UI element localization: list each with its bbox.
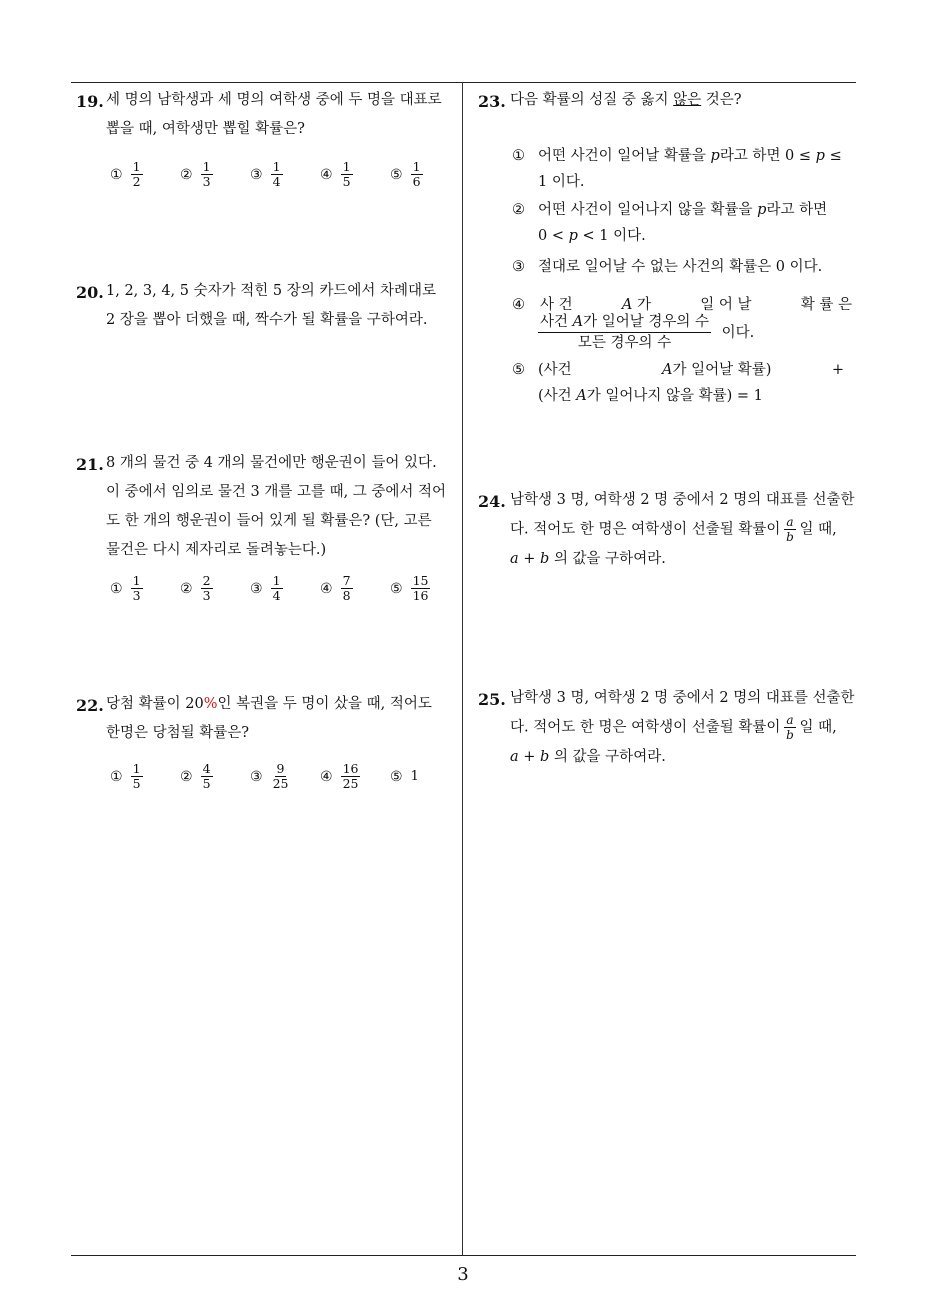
question-text: 8 개의 물건 중 4 개의 물건에만 행운권이 들어 있다. 이 중에서 임의로 물건 3 개를 고를 때, 그 중에서 적어 도 한 개의 행운권이 들어 있게 될 확률은? (단, 고른 물건은 다시 제자리로 돌려놓는다.) <box>106 455 447 558</box>
page-number: 3 <box>457 1264 469 1285</box>
choice-5[interactable]: ⑤ $\frac{15}{16}$ <box>390 573 429 603</box>
choice-1[interactable]: ① $\frac{1}{5}$ <box>110 761 141 791</box>
probability-fraction: $\frac{\text{사건 A가 일어날 경우의 수}}{\text{모든 경우의 수}}$ <box>540 314 709 351</box>
choice-2[interactable]: ② $\frac{4}{5}$ <box>180 761 211 791</box>
choice-4[interactable]: ④ $\frac{16}{25}$ <box>320 761 359 791</box>
question-number: 24. <box>478 492 506 511</box>
answer-choices-22 <box>110 762 460 791</box>
percent-sign: % <box>203 696 218 712</box>
question-number: 20. <box>76 283 104 302</box>
question-text: 남학생 3 명, 여학생 2 명 중에서 2 명의 대표를 선출한 다. 적어도 한 명은 여학생이 선출될 확률이 $\frac{a}{b}$ 일 때, a + b 의 값을 구하여라. <box>510 492 855 567</box>
question-text: 남학생 3 명, 여학생 2 명 중에서 2 명의 대표를 선출한 다. 적어도 한 명은 여학생이 선출될 확률이 $\frac{a}{b}$ 일 때, a + b 의 값을 구하여라. <box>510 690 855 765</box>
top-rule <box>71 82 856 83</box>
choice-2[interactable]: ② $\frac{2}{3}$ <box>180 573 211 603</box>
choice-3[interactable]: ③ $\frac{1}{4}$ <box>250 573 281 603</box>
emphasis-not: 않은 <box>673 92 702 108</box>
question-number: 21. <box>76 455 104 474</box>
question-number: 22. <box>76 696 104 715</box>
choice-5[interactable]: ⑤ 1 <box>390 768 419 785</box>
question-number: 25. <box>478 690 506 709</box>
answer-choices-21 <box>110 574 460 603</box>
question-text: 세 명의 남학생과 세 명의 여학생 중에 두 명을 대표로 뽑을 때, 여학생만 뽑힐 확률은? <box>106 92 442 137</box>
choice-3[interactable]: ③ $\frac{1}{4}$ <box>250 159 281 189</box>
question-text: 다음 확률의 성질 중 옳지 않은 것은? <box>510 92 742 108</box>
choice-1[interactable]: ① $\frac{1}{2}$ <box>110 159 141 189</box>
choice-3[interactable]: ③ $\frac{9}{25}$ <box>250 761 289 791</box>
choice-5[interactable]: ⑤ $\frac{1}{6}$ <box>390 159 421 189</box>
choice-1[interactable]: ① $\frac{1}{3}$ <box>110 573 141 603</box>
question-text: 1, 2, 3, 4, 5 숫자가 적힌 5 장의 카드에서 차례대로 2 장을 뽑아 더했을 때, 짝수가 될 확률을 구하여라. <box>106 283 436 328</box>
column-divider <box>462 82 463 1256</box>
answer-choices-19 <box>110 160 460 189</box>
question-number: 19. <box>76 92 104 111</box>
bottom-rule <box>71 1255 856 1256</box>
choice-4[interactable]: ④ $\frac{7}{8}$ <box>320 573 351 603</box>
choice-2[interactable]: ② $\frac{1}{3}$ <box>180 159 211 189</box>
question-number: 23. <box>478 92 506 111</box>
question-text: 당첨 확률이 20%인 복권을 두 명이 샀을 때, 적어도 한명은 당첨될 확률은? <box>106 696 432 741</box>
choice-4[interactable]: ④ $\frac{1}{5}$ <box>320 159 351 189</box>
